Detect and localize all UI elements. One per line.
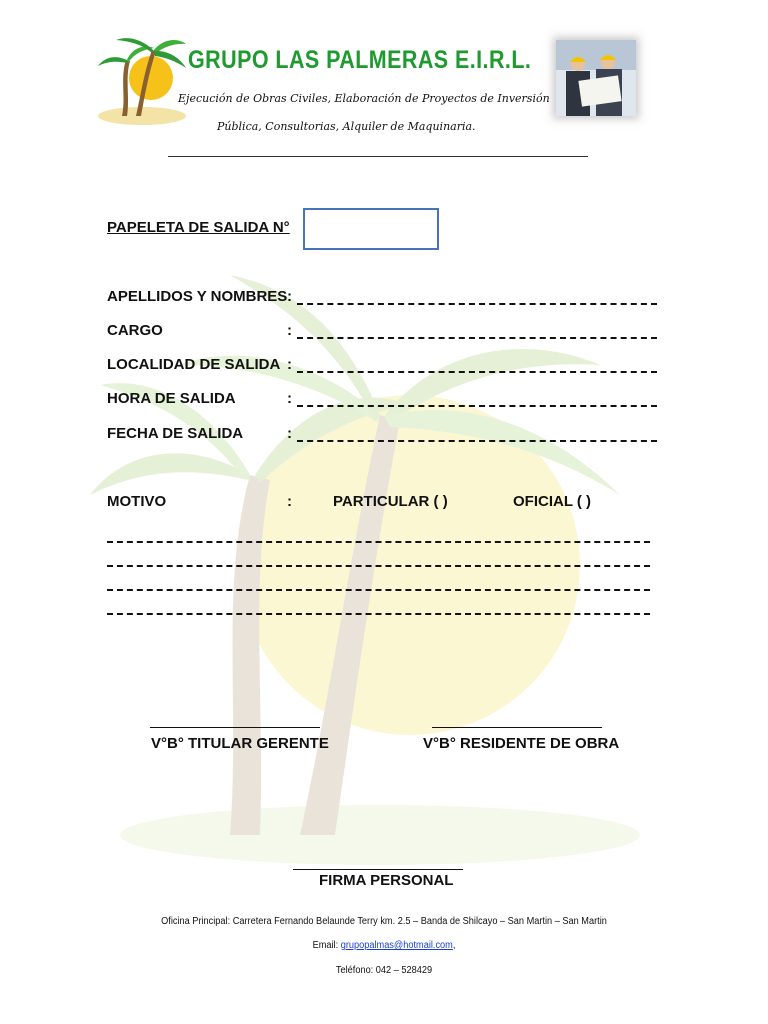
company-name: GRUPO LAS PALMERAS E.I.R.L. [188, 46, 532, 74]
footer-email [31, 940, 738, 951]
engineers-photo [556, 40, 636, 116]
signature-label-gerente: V°B° TITULAR GERENTE [151, 735, 329, 752]
signature-line-gerente[interactable] [150, 727, 320, 728]
field-blank-line[interactable] [297, 337, 657, 339]
field-blank-line[interactable] [297, 440, 657, 442]
field-label: APELLIDOS Y NOMBRES [107, 288, 288, 305]
palm-tree-logo [96, 28, 188, 128]
field-colon: : [287, 425, 292, 442]
field-apellidos-nombres [107, 288, 667, 308]
signature-label-personal: FIRMA PERSONAL [319, 872, 454, 889]
oficial-option[interactable]: OFICIAL ( ) [513, 493, 592, 510]
motivo-blank-line[interactable] [107, 589, 650, 591]
motivo-label: MOTIVO [107, 493, 167, 510]
field-colon: : [287, 288, 292, 305]
email-suffix: , [452, 940, 456, 951]
field-blank-line[interactable] [297, 405, 657, 407]
field-label: CARGO [107, 322, 163, 339]
field-fecha-salida [107, 425, 667, 445]
field-colon: : [287, 356, 292, 373]
tagline-line-1: Ejecución de Obras Civiles, Elaboración de Proyectos de Inversión [178, 92, 550, 105]
signature-line-personal[interactable] [293, 869, 463, 870]
field-cargo [107, 322, 667, 342]
particular-option[interactable]: PARTICULAR ( ) [333, 493, 448, 510]
field-blank-line[interactable] [297, 371, 657, 373]
footer-phone: Teléfono: 042 – 528429 [335, 965, 433, 976]
email-link[interactable]: grupopalmas@hotmail.com [340, 940, 453, 951]
form-title: PAPELETA DE SALIDA N° [107, 219, 290, 236]
field-label: LOCALIDAD DE SALIDA [107, 356, 281, 373]
form-number-box[interactable] [303, 208, 439, 250]
field-hora-salida [107, 390, 667, 410]
motivo-blank-line[interactable] [107, 541, 650, 543]
motivo-blank-line[interactable] [107, 613, 650, 615]
field-localidad-salida [107, 356, 667, 376]
motivo-colon: : [287, 493, 292, 510]
field-colon: : [287, 390, 292, 407]
signature-label-residente: V°B° RESIDENTE DE OBRA [423, 735, 620, 752]
footer-address: Oficina Principal: Carretera Fernando Belaunde Terry km. 2.5 – Banda de Shilcayo – San Martin – San Martin [161, 916, 607, 927]
tagline-line-2: Pública, Consultorias, Alquiler de Maquinaria. [217, 120, 476, 133]
field-blank-line[interactable] [297, 303, 657, 305]
email-label: Email: [312, 940, 341, 951]
field-label: HORA DE SALIDA [107, 390, 236, 407]
field-colon: : [287, 322, 292, 339]
motivo-blank-line[interactable] [107, 565, 650, 567]
header-divider [168, 156, 588, 157]
field-label: FECHA DE SALIDA [107, 425, 244, 442]
signature-line-residente[interactable] [432, 727, 602, 728]
